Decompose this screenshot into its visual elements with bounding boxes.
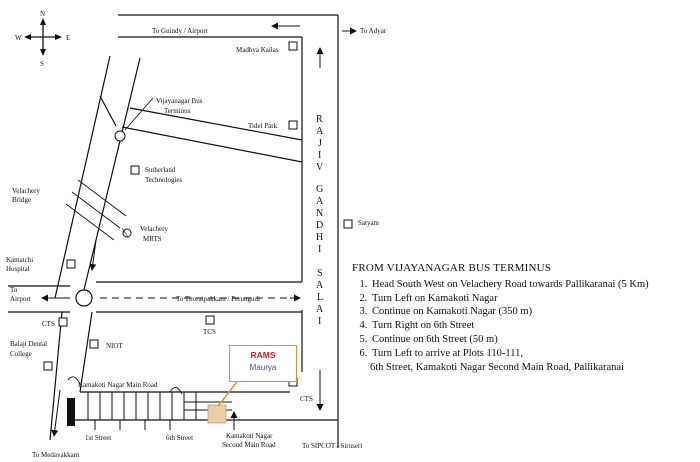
sutherland-label-1: Sutherland — [145, 166, 176, 174]
satyam-label: Satyam — [358, 219, 379, 227]
svg-text:A: A — [316, 126, 324, 137]
tcs-label: TCS — [203, 328, 216, 336]
compass-s-label: S — [40, 60, 44, 68]
balaji-label-1: Balaji Dental — [10, 340, 48, 348]
kn-second-label-1: Kamakoti Nagar — [226, 432, 273, 440]
svg-text:H: H — [316, 232, 324, 243]
svg-text:D: D — [316, 220, 324, 231]
destination-plot — [208, 405, 226, 423]
directions-panel — [352, 262, 697, 374]
velachery-roundabout — [76, 290, 92, 306]
destination-subtitle: Maurya — [249, 363, 277, 372]
kamatchi-label-2: Hospital — [6, 265, 30, 273]
kn-second-label-2: Second Main Road — [222, 441, 276, 449]
svg-text:I: I — [318, 244, 322, 255]
svg-text:A: A — [316, 196, 324, 207]
vijayanagar-label-1: Vijayanagar Bus — [156, 97, 203, 105]
to-thoraipakkam-label: To Thoraipakkam / Perungudi — [176, 295, 260, 303]
to-airport-label-1: To — [10, 286, 18, 294]
svg-text:A: A — [316, 304, 324, 315]
compass-e-label: E — [66, 34, 71, 42]
highway-name — [316, 114, 324, 327]
black-block-marker — [67, 398, 75, 426]
velachery-bridge-label-1: Velachery — [12, 187, 40, 195]
first-street-label: 1st Street — [85, 434, 112, 442]
direction-step: 3. Continue on Kamakoti Nagar (350 m) — [370, 305, 697, 319]
kamakoti-nagar-main-road — [75, 392, 338, 420]
to-adyar-label: To Adyar — [360, 27, 387, 35]
svg-text:S: S — [317, 268, 323, 279]
kamakoti-main-road-label: Kamakoti Nagar Main Road — [78, 381, 158, 389]
arrow-south-medavakkam-icon — [54, 390, 60, 436]
destination-callout — [229, 345, 297, 382]
directions-title: FROM VIJAYANAGAR BUS TERMINUS — [352, 262, 552, 274]
to-sipcot-label: To SIPCOT / Siruseri — [302, 442, 363, 450]
svg-text:I: I — [318, 316, 322, 327]
svg-text:V: V — [316, 162, 324, 173]
velachery-mrts-label-1: Velachery — [140, 225, 168, 233]
velachery-bridge-label-2: Bridge — [12, 196, 32, 204]
cts-left-label: CTS — [42, 320, 55, 328]
to-medavakkam-label: To Medavakkam — [32, 451, 80, 459]
svg-text:L: L — [317, 292, 324, 303]
to-airport-label-2: Airport — [10, 295, 31, 303]
direction-continuation: 6th Street, Kamakoti Nagar Second Main Road, Pallikaranai — [370, 361, 624, 373]
top-road — [118, 15, 338, 37]
tidel-park-label: Tidel Park — [248, 122, 278, 130]
svg-text:R: R — [316, 114, 323, 125]
to-guindy-label: To Guindy / Airport — [152, 27, 208, 35]
svg-text:N: N — [316, 208, 324, 219]
direction-step: 4. Turn Right on 6th Street — [370, 319, 697, 333]
niot-label: NIOT — [106, 342, 123, 350]
svg-text:J: J — [318, 138, 322, 149]
direction-step: 5. Continue on 6th Street (50 m) — [370, 333, 697, 347]
sixth-street-label: 6th Street — [166, 434, 194, 442]
compass-n-label: N — [40, 10, 46, 18]
svg-text:G: G — [316, 184, 324, 195]
compass-rose-icon — [24, 18, 62, 56]
direction-step: 2. Turn Left on Kamakoti Nagar — [370, 292, 697, 306]
directions-list — [352, 278, 697, 361]
vijayanagar-roundabout — [115, 131, 125, 141]
landmark-markers — [44, 42, 352, 386]
sutherland-label-2: Technologies — [145, 176, 183, 184]
vijayanagar-label-2: Terminus — [164, 107, 191, 115]
kamatchi-label-1: Kamatchi — [6, 256, 34, 264]
velachery-mrts-label-2: MRTS — [143, 235, 162, 243]
direction-step: 6. Turn Left to arrive at Plots 110-111, — [370, 347, 697, 361]
direction-step: 1. Head South West on Velachery Road towards Pallikaranai (5 Km) — [370, 278, 697, 292]
cts-right-label: CTS — [300, 395, 313, 403]
svg-text:A: A — [316, 280, 324, 291]
destination-name: RAMS — [250, 350, 276, 360]
balaji-label-2: College — [10, 350, 32, 358]
svg-text:I: I — [318, 150, 322, 161]
compass-w-label: W — [15, 34, 22, 42]
madhya-kailas-label: Madhya Kailas — [236, 46, 279, 54]
